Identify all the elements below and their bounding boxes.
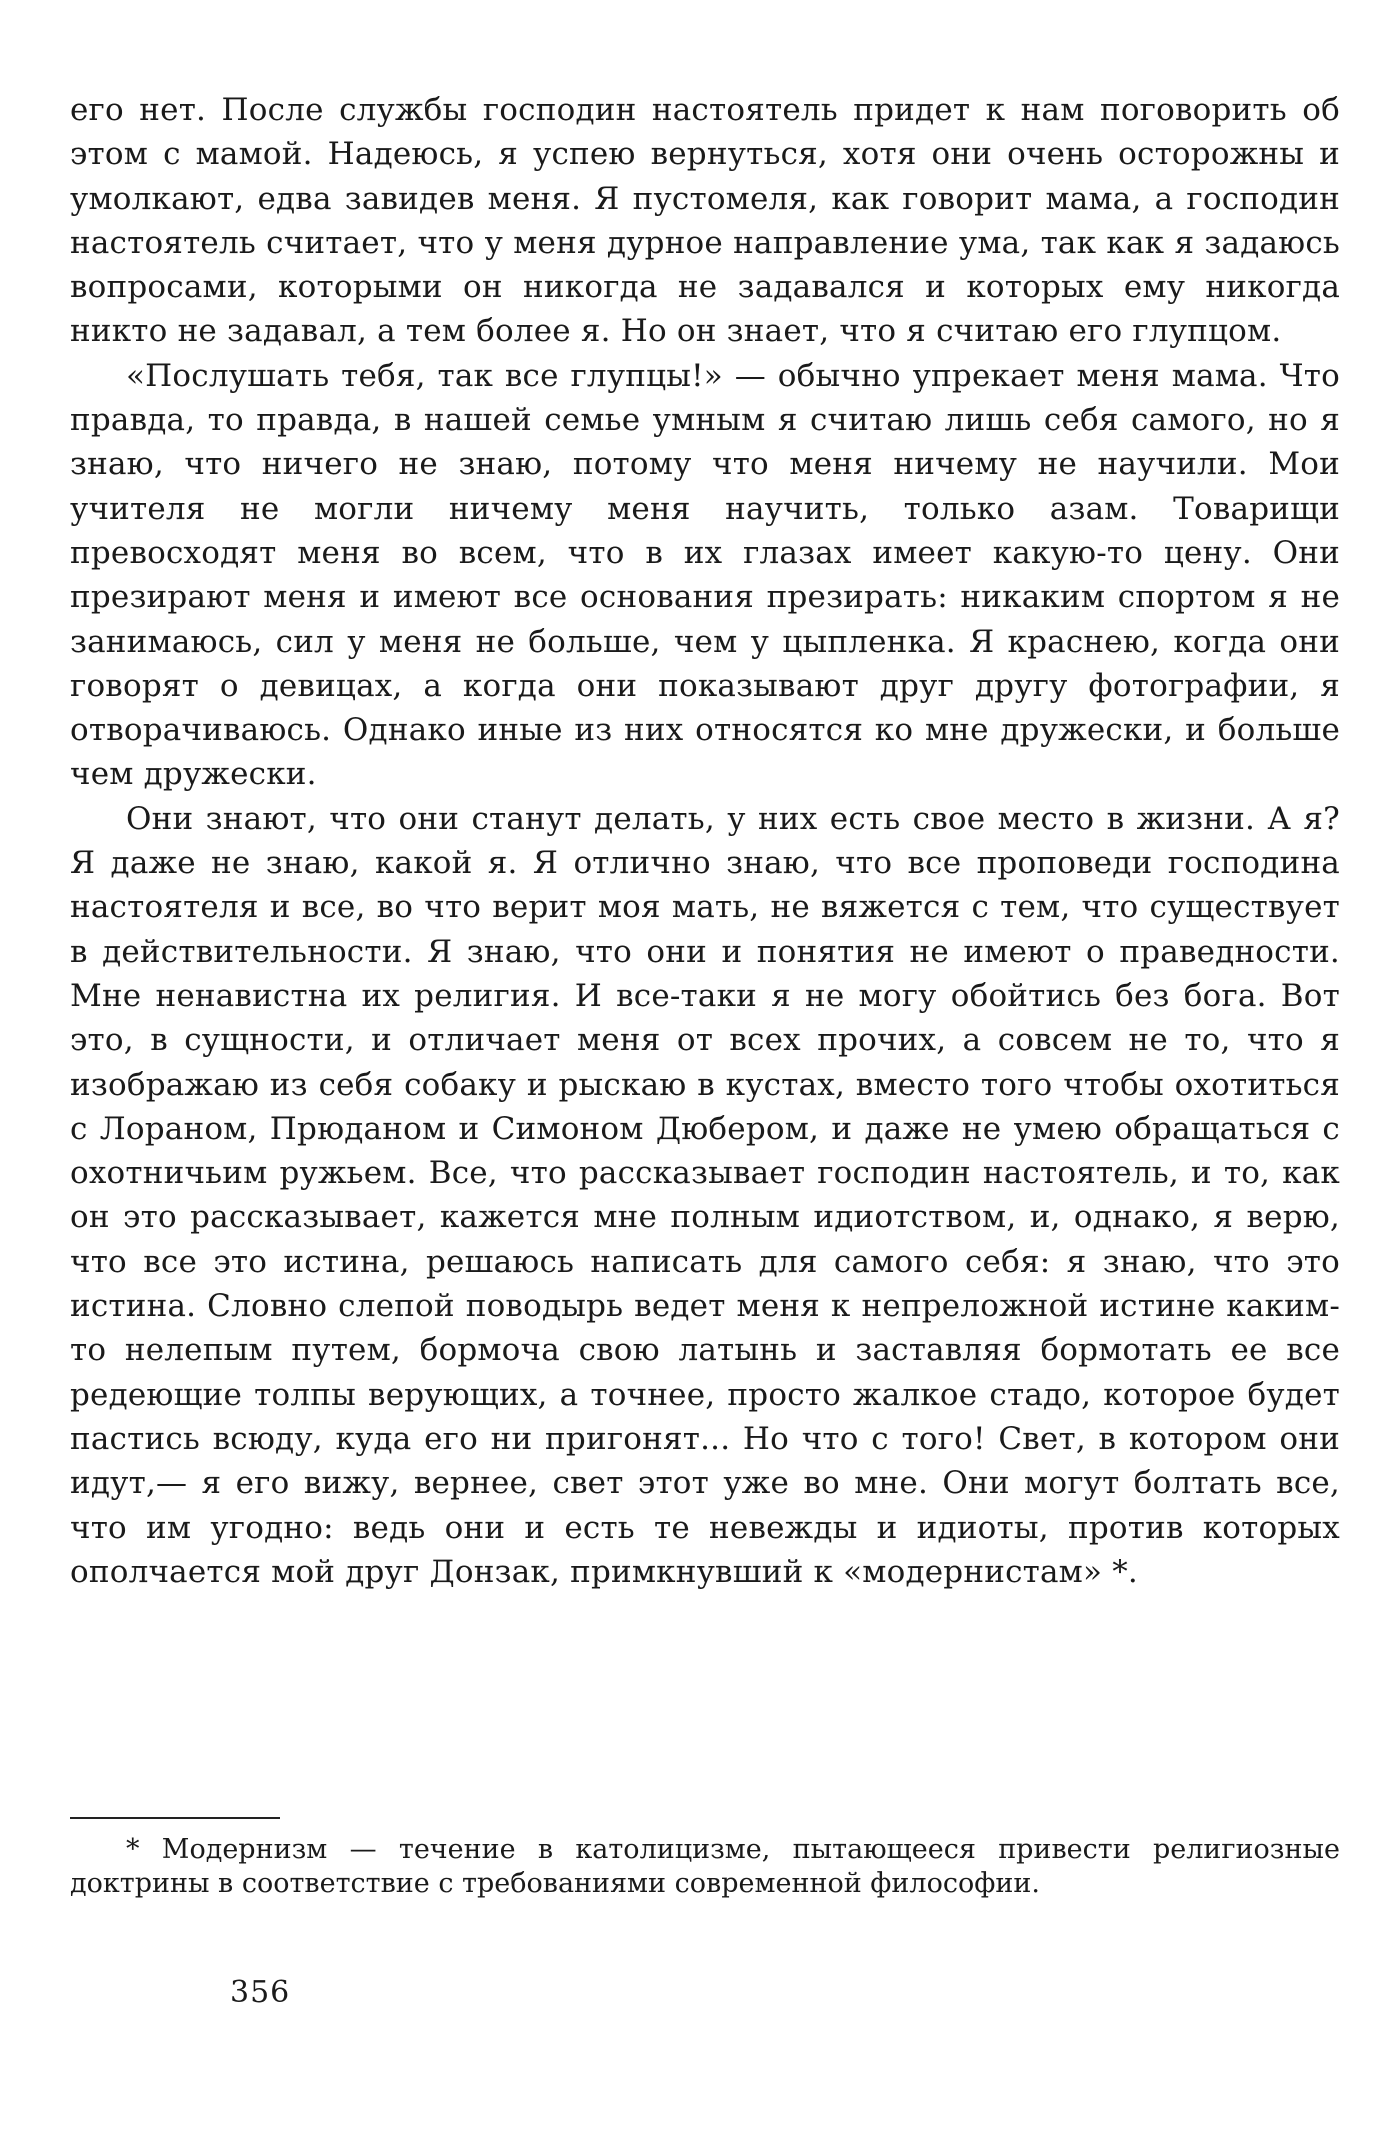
page-number: 356 <box>230 1975 291 2010</box>
page-body <box>70 88 1340 1594</box>
paragraph-2: «Послушать тебя, так все глупцы!» — обычно упрекает меня мама. Что правда, то правда, в нашей семье умным я считаю лишь себя самого, но я знаю, что ничего не знаю, потому что меня ничему не научили. Мои учителя не могли ничему меня научить, только азам. Товарищи превосходят меня во всем, что в их глазах имеет какую-то цену. Они презирают меня и имеют все основания презирать: никаким спортом я не занимаюсь, сил у меня не больше, чем у цыпленка. Я краснею, когда они говорят о девицах, а когда они показывают друг другу фотографии, я отворачиваюсь. Однако иные из них относятся ко мне дружески, и больше чем дружески. <box>70 357 1340 793</box>
paragraph-1: его нет. После службы господин настоятель придет к нам поговорить об этом с мамой. Надеюсь, я успею вернуться, хотя они очень осторожны и умолкают, едва завидев меня. Я пустомеля, как говорит мама, а господин настоятель считает, что у меня дурное направление ума, так как я задаюсь вопросами, которыми он никогда не задавался и которых ему никогда никто не задавал, а тем более я. Но он знает, что я считаю его глупцом. <box>70 92 1340 350</box>
main-text <box>70 88 1340 1594</box>
paragraph-3: Они знают, что они станут делать, у них есть свое место в жизни. А я? Я даже не знаю, какой я. Я отлично знаю, что все проповеди господина настоятеля и все, во что верит моя мать, не вяжется с тем, что существует в действительности. Я знаю, что они и понятия не имеют о праведности. Мне ненавистна их религия. И все-таки я не могу обойтись без бога. Вот это, в сущности, и отличает меня от всех прочих, а совсем не то, что я изображаю из себя собаку и рыскаю в кустах, вместо того чтобы охотиться с Лораном, Прюданом и Симоном Дюбером, и даже не умею обращаться с охотничьим ружьем. Все, что рассказывает господин настоятель, и то, как он это рассказывает, кажется мне полным идиотством, и, однако, я верю, что все это истина, решаюсь написать для самого себя: я знаю, что это истина. Словно слепой поводырь ведет меня к непреложной истине каким-то нелепым путем, бормоча свою латынь и заставляя бормотать ее все редеющие толпы верующих, а точнее, просто жалкое стадо, которое будет пастись всюду, куда его ни пригонят... Но что с того! Свет, в котором они идут,— я его вижу, вернее, свет этот уже во мне. Они могут болтать все, что им угодно: ведь они и есть те невежды и идиоты, против которых ополчается мой друг Донзак, примкнувший к «модернистам» *. <box>70 800 1340 1590</box>
footnote: * Модернизм — течение в католицизме, пытающееся привести религиозные доктрины в соответствие с требованиями современной философии. <box>70 1834 1340 1899</box>
footnote-divider <box>70 1817 280 1819</box>
